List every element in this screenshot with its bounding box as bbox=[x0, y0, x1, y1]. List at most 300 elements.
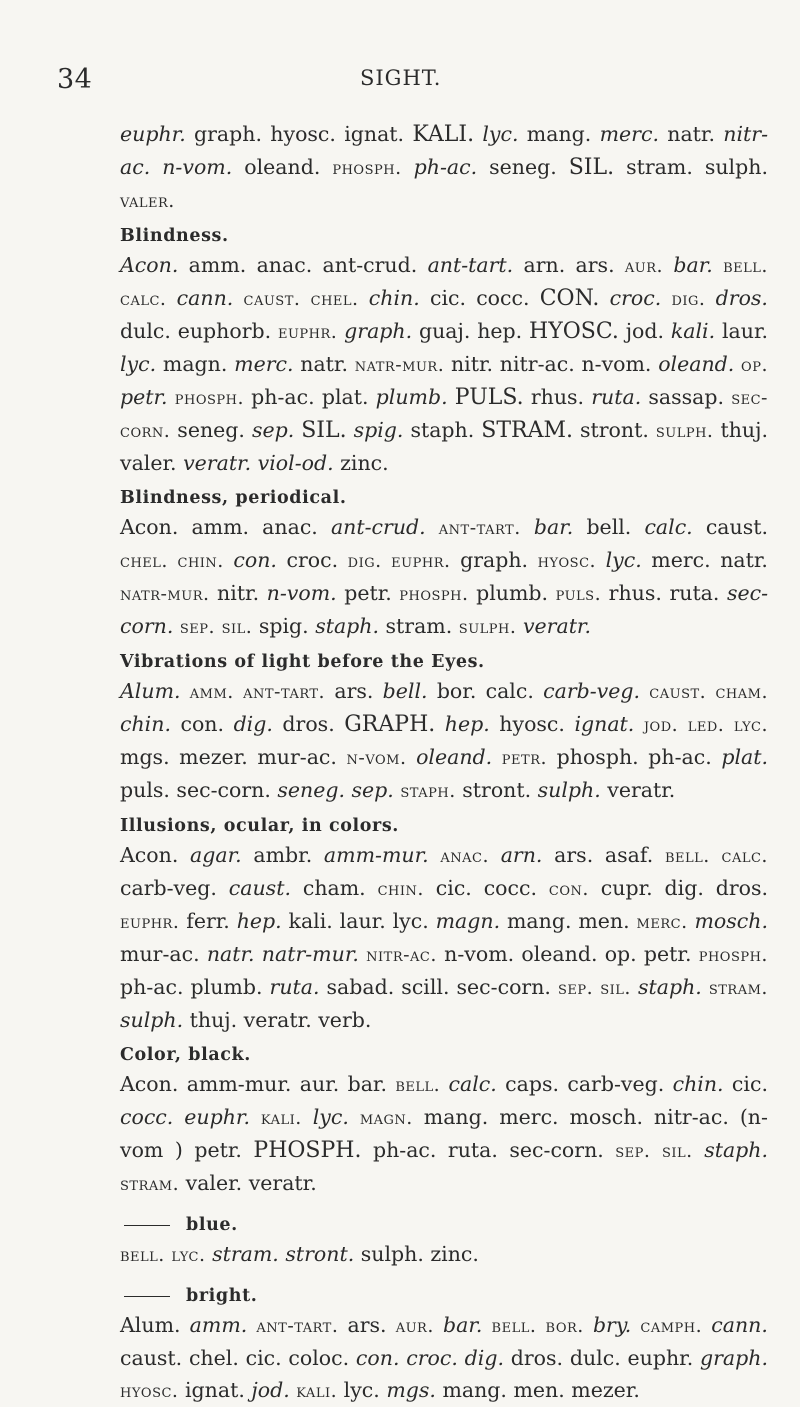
remedy-run: kali. bbox=[296, 1380, 338, 1402]
remedy-run bbox=[234, 679, 243, 703]
section-heading bbox=[120, 649, 768, 675]
remedy-run: op. bbox=[741, 354, 768, 376]
remedy-run: cann. bbox=[176, 286, 234, 310]
remedy-run: led. bbox=[687, 714, 725, 736]
remedy-run: con. bbox=[548, 878, 589, 900]
remedy-run: sabad. scill. sec-corn. bbox=[319, 975, 558, 999]
remedy-run: dig. bbox=[671, 288, 706, 310]
remedy-run bbox=[631, 1313, 640, 1337]
remedy-run: SIL. bbox=[568, 155, 615, 180]
remedy-run bbox=[693, 1138, 705, 1162]
remedy-run: oleand. bbox=[232, 155, 333, 179]
remedy-run: ferr. bbox=[179, 909, 237, 933]
remedy-run: sulph. bbox=[655, 420, 714, 442]
remedy-run: zinc. bbox=[333, 451, 389, 475]
remedy-run: euphr. bbox=[120, 122, 186, 146]
remedy-run: staph. bbox=[315, 614, 380, 638]
remedy-run: spig. bbox=[353, 418, 404, 442]
remedy-run: veratr. bbox=[600, 778, 676, 802]
section-heading bbox=[120, 1212, 768, 1238]
remedy-run: HYOSC. bbox=[529, 319, 619, 344]
page-number: 34 bbox=[57, 64, 93, 95]
remedy-run: mgs. mezer. mur-ac. bbox=[120, 745, 347, 769]
remedy-run bbox=[702, 975, 709, 999]
remedy-run bbox=[596, 548, 606, 572]
remedy-run: Acon. amm. anac. bbox=[120, 515, 331, 539]
remedy-run bbox=[440, 1072, 448, 1096]
remedy-run bbox=[233, 286, 243, 310]
remedy-run bbox=[300, 286, 310, 310]
remedy-run bbox=[168, 548, 178, 572]
remedy-run: phosph. bbox=[399, 583, 469, 605]
remedy-run: stront. bbox=[285, 1242, 355, 1266]
remedy-run bbox=[724, 712, 734, 736]
remedy-run: kali. bbox=[260, 1107, 302, 1129]
section-heading-text: blue. bbox=[186, 1215, 238, 1235]
remedy-run: stram. bbox=[379, 614, 459, 638]
remedy-run bbox=[713, 253, 723, 277]
remedy-run: mur-ac. bbox=[120, 942, 207, 966]
remedy-run: croc. bbox=[406, 1346, 458, 1370]
remedy-run bbox=[536, 1313, 545, 1337]
remedy-run: lyc. bbox=[120, 352, 157, 376]
remedy-run: natr-mur. bbox=[261, 942, 359, 966]
remedy-run: arn. ars. bbox=[513, 253, 625, 277]
remedy-run bbox=[640, 679, 649, 703]
remedy-paragraph bbox=[120, 1068, 768, 1200]
remedy-run: petr. bbox=[501, 747, 548, 769]
section-heading bbox=[120, 813, 768, 839]
remedy-run bbox=[347, 418, 354, 442]
remedy-run: nitr. bbox=[209, 581, 267, 605]
remedy-run: natr-mur. bbox=[354, 354, 445, 376]
remedy-run: STRAM. bbox=[481, 418, 573, 443]
remedy-run bbox=[661, 286, 671, 310]
remedy-run: caps. carb-veg. bbox=[496, 1072, 673, 1096]
remedy-run: con. bbox=[170, 712, 234, 736]
remedy-run: magn. bbox=[359, 1107, 413, 1129]
remedy-run: graph. bbox=[450, 548, 538, 572]
remedy-run: sil. bbox=[661, 1140, 693, 1162]
remedy-run bbox=[349, 1105, 360, 1129]
remedy-run: mang. men. mezer. bbox=[435, 1378, 640, 1402]
remedy-run bbox=[382, 548, 392, 572]
section-heading bbox=[120, 1283, 768, 1309]
remedy-run bbox=[705, 286, 715, 310]
remedy-run: seneg. bbox=[170, 418, 252, 442]
remedy-run: magn. bbox=[156, 352, 235, 376]
remedy-run: bell. bbox=[664, 845, 710, 867]
remedy-run: hep. bbox=[444, 712, 490, 736]
remedy-run: stram. bbox=[708, 977, 768, 999]
remedy-run: guaj. hep. bbox=[412, 319, 530, 343]
remedy-run: amm. bbox=[189, 1313, 248, 1337]
remedy-run: bell. bbox=[120, 1244, 165, 1266]
remedy-paragraph bbox=[120, 675, 768, 807]
remedy-run: Acon. bbox=[120, 253, 179, 277]
remedy-run: rhus. bbox=[523, 385, 592, 409]
remedy-run: veratr. bbox=[522, 614, 591, 638]
remedy-run: ph-ac. plat. bbox=[244, 385, 376, 409]
remedy-run: phosph. bbox=[332, 157, 402, 179]
section-heading-text: Blindness. bbox=[120, 226, 229, 246]
remedy-run bbox=[584, 1313, 593, 1337]
remedy-run: caust. bbox=[243, 288, 301, 310]
remedy-run: sep. bbox=[251, 418, 295, 442]
remedy-run: ant-tart. bbox=[438, 517, 521, 539]
remedy-run: (n-vom ) petr. bbox=[120, 1105, 768, 1162]
remedy-run bbox=[429, 843, 441, 867]
remedy-run: sec-corn. bbox=[120, 387, 768, 442]
remedy-run: euphr. bbox=[120, 911, 180, 933]
remedy-run: lyc. bbox=[482, 122, 519, 146]
remedy-run: calc. bbox=[120, 288, 167, 310]
remedy-run: croc. bbox=[276, 548, 348, 572]
remedy-run: cic. cocc. bbox=[419, 286, 540, 310]
remedy-run: graph. hyosc. ignat. bbox=[185, 122, 413, 146]
remedy-run: lyc. bbox=[605, 548, 642, 572]
remedy-run: cham. bbox=[290, 876, 378, 900]
remedy-run: bor. calc. bbox=[427, 679, 544, 703]
remedy-run: jod. bbox=[643, 714, 679, 736]
remedy-run: phosph. bbox=[698, 944, 768, 966]
remedy-run: lyc. bbox=[733, 714, 768, 736]
remedy-run: caust. chel. cic. coloc. bbox=[120, 1346, 356, 1370]
remedy-run: laur. bbox=[715, 319, 769, 343]
remedy-run: phosph. ph-ac. bbox=[547, 745, 722, 769]
remedy-run bbox=[359, 286, 369, 310]
remedy-run: kali. bbox=[670, 319, 716, 343]
remedy-run: sassap. bbox=[641, 385, 732, 409]
remedy-run: CON. bbox=[539, 286, 600, 311]
remedy-run: lyc. bbox=[337, 1378, 387, 1402]
remedy-run: ruta. bbox=[669, 581, 727, 605]
remedy-run bbox=[302, 1105, 313, 1129]
ditto-dash bbox=[124, 1296, 170, 1297]
section-heading-text: Illusions, ocular, in colors. bbox=[120, 816, 399, 836]
remedy-run: ph-ac. ruta. sec-corn. bbox=[361, 1138, 616, 1162]
remedy-run: dros. dulc. euphr. bbox=[503, 1346, 700, 1370]
remedy-run: valer. bbox=[120, 190, 175, 212]
page-header bbox=[0, 64, 800, 104]
remedy-run: cann. bbox=[711, 1313, 768, 1337]
remedy-run: magn. bbox=[435, 909, 501, 933]
remedy-run: thuj. veratr. verb. bbox=[183, 1008, 372, 1032]
remedy-run: ant-crud. bbox=[330, 515, 426, 539]
remedy-run: mang. men. bbox=[500, 909, 637, 933]
remedy-run: Alum. bbox=[120, 679, 181, 703]
remedy-paragraph bbox=[120, 511, 768, 643]
remedy-run: jod. bbox=[251, 1378, 290, 1402]
remedy-run bbox=[150, 155, 162, 179]
section-heading bbox=[120, 1042, 768, 1068]
remedy-run bbox=[181, 679, 190, 703]
remedy-run: sil. bbox=[600, 977, 631, 999]
remedy-run: staph. bbox=[403, 418, 482, 442]
remedy-run: staph. bbox=[637, 975, 702, 999]
remedy-run: stram. bbox=[212, 1242, 279, 1266]
remedy-run: hyosc. bbox=[120, 1380, 179, 1402]
remedy-run: agar. bbox=[190, 843, 242, 867]
remedy-run: ph-ac. bbox=[413, 155, 478, 179]
remedy-run: ant-tart. bbox=[427, 253, 514, 277]
remedy-run: ars. asaf. bbox=[542, 843, 665, 867]
remedy-run: veratr. bbox=[183, 451, 252, 475]
remedy-run: n-vom. oleand. op. petr. bbox=[436, 942, 699, 966]
remedy-run bbox=[168, 385, 175, 409]
remedy-run: ruta. bbox=[591, 385, 642, 409]
remedy-run: seneg. bbox=[277, 778, 345, 802]
remedy-run bbox=[492, 745, 502, 769]
remedy-run bbox=[407, 745, 417, 769]
remedy-run: calc. bbox=[644, 515, 693, 539]
remedy-run: hyosc. bbox=[537, 550, 597, 572]
remedy-run bbox=[710, 843, 722, 867]
remedy-run: con. bbox=[355, 1346, 400, 1370]
remedy-run: bell. bbox=[382, 679, 428, 703]
running-title: SIGHT. bbox=[360, 66, 442, 90]
remedy-run: viol-od. bbox=[257, 451, 334, 475]
remedy-run: natr. bbox=[658, 122, 724, 146]
remedy-run: cupr. dig. dros. bbox=[588, 876, 769, 900]
remedy-run bbox=[435, 712, 445, 736]
remedy-run: bor. bbox=[545, 1315, 584, 1337]
remedy-run: mang. merc. mosch. nitr-ac. bbox=[412, 1105, 740, 1129]
remedy-run: caust. bbox=[649, 681, 707, 703]
remedy-run: sulph. bbox=[120, 1008, 184, 1032]
remedy-paragraph bbox=[120, 839, 768, 1036]
section-heading bbox=[120, 485, 768, 511]
remedy-run: aur. bbox=[624, 255, 664, 277]
page-body bbox=[120, 118, 768, 1407]
remedy-run: cic. cocc. bbox=[423, 876, 549, 900]
remedy-run: dig. bbox=[347, 550, 382, 572]
remedy-run: bell. bbox=[491, 1315, 537, 1337]
remedy-run: amm-mur. bbox=[323, 843, 429, 867]
remedy-run: ant-tart. bbox=[256, 1315, 339, 1337]
remedy-run: GRAPH. bbox=[344, 712, 436, 737]
remedy-run: cocc. bbox=[120, 1105, 174, 1129]
remedy-run: plat. bbox=[721, 745, 768, 769]
remedy-run: arn. bbox=[500, 843, 543, 867]
remedy-run: hyosc. bbox=[489, 712, 575, 736]
remedy-run bbox=[650, 1138, 662, 1162]
remedy-run: euphr. bbox=[184, 1105, 250, 1129]
remedy-run: ars. bbox=[338, 1313, 396, 1337]
remedy-run: caust. bbox=[228, 876, 291, 900]
remedy-run: rhus. bbox=[601, 581, 670, 605]
remedy-run bbox=[489, 843, 501, 867]
section-heading-text: Blindness, periodical. bbox=[120, 488, 347, 508]
remedy-run: nitr-ac. bbox=[366, 944, 437, 966]
remedy-run: chin. bbox=[672, 1072, 724, 1096]
remedy-run: chin. bbox=[368, 286, 420, 310]
remedy-run: dros. bbox=[272, 712, 345, 736]
remedy-run: con. bbox=[233, 548, 277, 572]
remedy-run: chin. bbox=[377, 878, 424, 900]
remedy-run bbox=[448, 385, 455, 409]
remedy-run: SIL. bbox=[301, 418, 347, 443]
remedy-run bbox=[678, 712, 688, 736]
remedy-run: thuj. bbox=[713, 418, 768, 442]
remedy-paragraph bbox=[120, 1309, 768, 1407]
remedy-run bbox=[434, 1313, 443, 1337]
remedy-run: euphr. bbox=[391, 550, 451, 572]
remedy-run: ph-ac. plumb. bbox=[120, 975, 270, 999]
remedy-run bbox=[521, 515, 534, 539]
remedy-run: lyc. bbox=[171, 1244, 206, 1266]
remedy-run: carb-veg. bbox=[120, 876, 229, 900]
remedy-run: petr. bbox=[120, 385, 168, 409]
remedy-run bbox=[224, 548, 234, 572]
remedy-run: amm. bbox=[189, 681, 234, 703]
remedy-run: plumb. bbox=[468, 581, 556, 605]
remedy-run: puls. sec-corn. bbox=[120, 778, 278, 802]
remedy-run bbox=[250, 1105, 261, 1129]
remedy-run: stront. bbox=[455, 778, 538, 802]
remedy-paragraph bbox=[120, 118, 768, 217]
remedy-run: phosph. bbox=[174, 387, 245, 409]
remedy-run: chin. bbox=[120, 712, 171, 736]
remedy-run: bar. bbox=[533, 515, 574, 539]
remedy-run bbox=[634, 712, 644, 736]
remedy-run: Alum. bbox=[120, 1313, 190, 1337]
remedy-run bbox=[482, 1313, 491, 1337]
remedy-run: merc. bbox=[641, 548, 721, 572]
remedy-run: cham. bbox=[715, 681, 768, 703]
remedy-run: croc. bbox=[609, 286, 662, 310]
remedy-run bbox=[402, 155, 414, 179]
remedy-run: PULS. bbox=[454, 385, 524, 410]
remedy-run: ignat. bbox=[574, 712, 635, 736]
remedy-run: stram. sulph. bbox=[614, 155, 768, 179]
remedy-run: aur. bbox=[395, 1315, 434, 1337]
remedy-run: chel. bbox=[310, 288, 359, 310]
section-heading-text: Color, black. bbox=[120, 1045, 251, 1065]
remedy-run: carb-veg. bbox=[543, 679, 641, 703]
remedy-run bbox=[702, 1313, 711, 1337]
remedy-run bbox=[166, 286, 176, 310]
remedy-run: bar. bbox=[443, 1313, 483, 1337]
remedy-run: natr. bbox=[293, 352, 355, 376]
remedy-run: mgs. bbox=[386, 1378, 436, 1402]
remedy-run: valer. bbox=[120, 451, 184, 475]
remedy-run: ignat. bbox=[178, 1378, 252, 1402]
remedy-run bbox=[458, 1346, 465, 1370]
remedy-run: dros. bbox=[715, 286, 768, 310]
remedy-run bbox=[255, 942, 262, 966]
remedy-run: anac. bbox=[440, 845, 489, 867]
remedy-run: ruta. bbox=[269, 975, 320, 999]
remedy-run: plumb. bbox=[375, 385, 448, 409]
remedy-run: sil. bbox=[221, 616, 253, 638]
remedy-run: amm. anac. ant-crud. bbox=[178, 253, 428, 277]
section-heading-text: bright. bbox=[186, 1286, 258, 1306]
remedy-run: staph. bbox=[400, 780, 456, 802]
remedy-run bbox=[426, 515, 439, 539]
remedy-run: calc. bbox=[721, 845, 768, 867]
remedy-run: bar. bbox=[673, 253, 713, 277]
remedy-run: camph. bbox=[640, 1315, 703, 1337]
remedy-run: PHOSPH. bbox=[253, 1138, 362, 1163]
remedy-run: jod. bbox=[618, 319, 671, 343]
remedy-run: lyc. bbox=[312, 1105, 349, 1129]
remedy-run bbox=[631, 975, 638, 999]
remedy-run: dig. bbox=[233, 712, 273, 736]
section-heading-text: Vibrations of light before the Eyes. bbox=[120, 652, 485, 672]
remedy-run bbox=[663, 253, 673, 277]
remedy-run: valer. veratr. bbox=[179, 1171, 317, 1195]
remedy-run: stront. bbox=[572, 418, 656, 442]
remedy-run: stram. bbox=[120, 1173, 180, 1195]
remedy-run: bell. bbox=[395, 1074, 441, 1096]
remedy-run: petr. bbox=[336, 581, 400, 605]
remedy-run: natr-mur. bbox=[120, 583, 210, 605]
section-heading bbox=[120, 223, 768, 249]
remedy-run: kali. laur. lyc. bbox=[281, 909, 436, 933]
remedy-run: natr. bbox=[206, 942, 255, 966]
remedy-run bbox=[173, 1105, 184, 1129]
remedy-run: natr. bbox=[720, 548, 768, 572]
remedy-run: sep. bbox=[351, 778, 394, 802]
remedy-run: ambr. bbox=[241, 843, 324, 867]
remedy-run: puls. bbox=[555, 583, 602, 605]
remedy-run: seneg. bbox=[477, 155, 569, 179]
remedy-run: n-vom. bbox=[162, 155, 233, 179]
remedy-run: cic. bbox=[731, 1072, 768, 1096]
remedy-run: sulph. zinc. bbox=[354, 1242, 479, 1266]
remedy-run: bell. bbox=[573, 515, 645, 539]
remedy-run: mang. bbox=[518, 122, 600, 146]
remedy-paragraph bbox=[120, 249, 768, 479]
remedy-run: calc. bbox=[448, 1072, 497, 1096]
remedy-run: hep. bbox=[236, 909, 282, 933]
remedy-run: euphr. bbox=[277, 321, 338, 343]
remedy-run: dig. bbox=[464, 1346, 504, 1370]
remedy-run: Acon. bbox=[120, 843, 191, 867]
remedy-run: Acon. amm-mur. aur. bar. bbox=[120, 1072, 396, 1096]
remedy-run: graph. bbox=[699, 1346, 768, 1370]
remedy-run: sep. bbox=[179, 616, 216, 638]
remedy-run bbox=[599, 286, 609, 310]
remedy-paragraph bbox=[120, 1238, 768, 1271]
remedy-run: n-vom. bbox=[346, 747, 407, 769]
remedy-run: oleand. bbox=[416, 745, 493, 769]
remedy-run bbox=[724, 1072, 732, 1096]
remedy-run: merc. bbox=[234, 352, 294, 376]
remedy-run: n-vom. bbox=[266, 581, 337, 605]
remedy-run: nitr. nitr-ac. n-vom. bbox=[444, 352, 659, 376]
remedy-run: bell. bbox=[723, 255, 768, 277]
remedy-run: oleand. bbox=[658, 352, 735, 376]
remedy-run: merc. bbox=[636, 911, 688, 933]
remedy-run: dulc. euphorb. bbox=[120, 319, 278, 343]
ditto-dash bbox=[124, 1225, 170, 1226]
remedy-run: graph. bbox=[344, 319, 413, 343]
remedy-run: sulph. bbox=[458, 616, 517, 638]
remedy-run: chel. bbox=[120, 550, 168, 572]
remedy-run: ant-tart. bbox=[243, 681, 326, 703]
remedy-run: sec-corn. bbox=[120, 581, 769, 638]
remedy-run: merc. bbox=[599, 122, 659, 146]
remedy-run: caust. bbox=[692, 515, 768, 539]
remedy-run: spig. bbox=[252, 614, 316, 638]
remedy-run: sep. bbox=[615, 1140, 651, 1162]
remedy-run: ars. bbox=[325, 679, 383, 703]
remedy-run: staph. bbox=[704, 1138, 769, 1162]
remedy-run: mosch. bbox=[694, 909, 768, 933]
remedy-run: KALI. bbox=[412, 122, 475, 147]
